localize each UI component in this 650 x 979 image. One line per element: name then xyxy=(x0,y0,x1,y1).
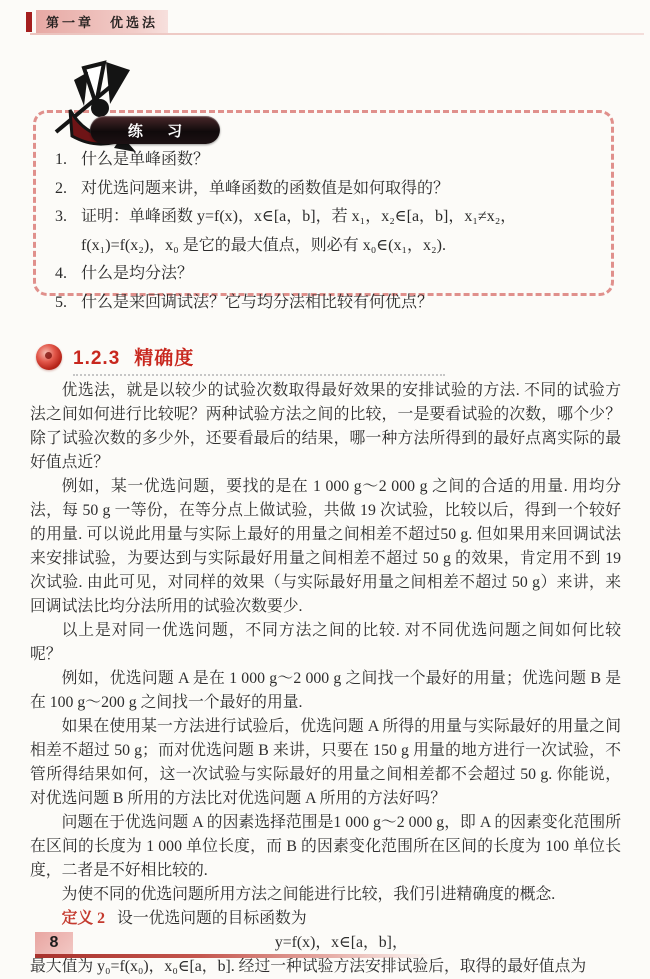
question-text: 什么是单峰函数？ xyxy=(81,151,210,168)
exercise-badge xyxy=(44,60,234,152)
exercise-badge-label: 练 习 xyxy=(127,122,193,140)
question-number: 3. xyxy=(55,208,67,225)
exercise-question-list xyxy=(55,146,600,317)
footer-rule xyxy=(35,954,505,958)
exercise-question xyxy=(55,289,600,318)
header-divider xyxy=(30,33,644,35)
definition-intro-line xyxy=(30,907,621,931)
exercise-question xyxy=(55,175,600,204)
exercise-question xyxy=(55,146,600,175)
paragraph: 如果在使用某一方法进行试验后，优选问题 A 所得的用量与实际最好的用量之间相差不超过 50 g；而对优选问题 B 来讲，只要在 150 g 用量的地方进行一次试验，不管所得结果如何，这一次试验与实际最好的用量之间相差都不会超过 50 g. 你能说，对优选问题 B 所用的方法比对优选问题 A 所用的方法好吗？ xyxy=(30,718,621,807)
paragraph: 问题在于优选问题 A 的因素选择范围是1 000 g～2 000 g，即 A 的因素变化范围所在区间的长度为 1 000 单位长度，而 B 的因素变化范围所在区间的长度为 100 单位长度，二者是不好相比较的. xyxy=(30,814,621,879)
chapter-banner xyxy=(36,10,168,33)
section-heading xyxy=(33,342,613,380)
question-text: 对优选问题来讲，单峰函数的函数值是如何取得的？ xyxy=(81,179,450,197)
paragraph: 例如，优选问题 A 是在 1 000 g～2 000 g 之间找一个最好的用量；优选问题 B 是在 100 g～200 g 之间找一个最好的用量. xyxy=(30,670,621,711)
objective-function-formula: y=f(x)，x∈[a，b]， xyxy=(274,934,408,951)
definition-intro: 设一优选问题的目标函数为 xyxy=(117,910,307,927)
exercise-question xyxy=(55,203,600,260)
question-number: 5. xyxy=(55,293,67,311)
section-title-row xyxy=(73,343,194,370)
definition-continuation: 最大值为 y₀=f(x₀)，x₀∈[a，b]. 经过一种试验方法安排试验后，取得的最好值点为 xyxy=(30,958,587,975)
paragraph: 为使不同的优选问题所用方法之间能进行比较，我们引进精确度的概念. xyxy=(61,886,556,903)
exercise-question xyxy=(55,260,600,289)
page-number: 8 xyxy=(49,934,59,951)
question-number: 1. xyxy=(55,151,67,168)
question-number: 2. xyxy=(55,179,67,197)
chapter-title: 第一章 优选法 xyxy=(46,15,159,30)
paragraph: 例如，某一优选问题，要找的是在 1 000 g～2 000 g 之间的合适的用量. 用均分法，每 50 g 一等份，在等分点上做试验，共做 19 次试验，比较以后，得到一个较好的用量. 可以说此用量与实际上最好的用量之间相差不超过50 g. 但如果用来回调试法来安排试验，为要达到与实际最好用量之间相差不超过 50 g 的效果，肯定用不到 19 次试验. 由此可见，对同样的效果（与实际最好用量之间相差不超过 50 g）来讲，来回调试法比均分法所用的试验次数要少. xyxy=(30,478,621,615)
question-number: 4. xyxy=(55,265,67,282)
chapter-accent-bar xyxy=(26,12,32,32)
section-number: 1.2.3 xyxy=(73,348,121,369)
question-text: 什么是均分法？ xyxy=(81,265,194,282)
exercise-badge-capsule xyxy=(90,116,220,144)
body-text xyxy=(30,379,621,979)
paragraph: 优选法，就是以较少的试验次数取得最好效果的安排试验的方法. 不同的试验方法之间如何进行比较呢？两种试验方法之间的比较，一是要看试验的次数，哪个少？除了试验次数的多少外，还要看最后的结果，哪一种方法所得到的最好点离实际的最好值点近？ xyxy=(30,382,621,471)
section-bullet-icon xyxy=(36,344,62,370)
definition-label: 定义 2 xyxy=(61,910,106,927)
section-title: 精确度 xyxy=(134,348,195,369)
question-text: 证明：单峰函数 y=f(x)，x∈[a，b]，若 x₁，x₂∈[a，b]，x₁≠x₂，f(x₁)=f(x₂)，x₀ 是它的最大值点，则必有 x₀∈(x₁，x₂). xyxy=(81,208,517,254)
question-text: 什么是来回调试法？它与均分法相比较有何优点？ xyxy=(81,293,434,311)
paragraph: 以上是对同一优选问题，不同方法之间的比较. 对不同优选问题之间如何比较呢？ xyxy=(30,622,621,663)
section-dotted-underline xyxy=(73,374,445,376)
page-number-block xyxy=(35,932,73,954)
